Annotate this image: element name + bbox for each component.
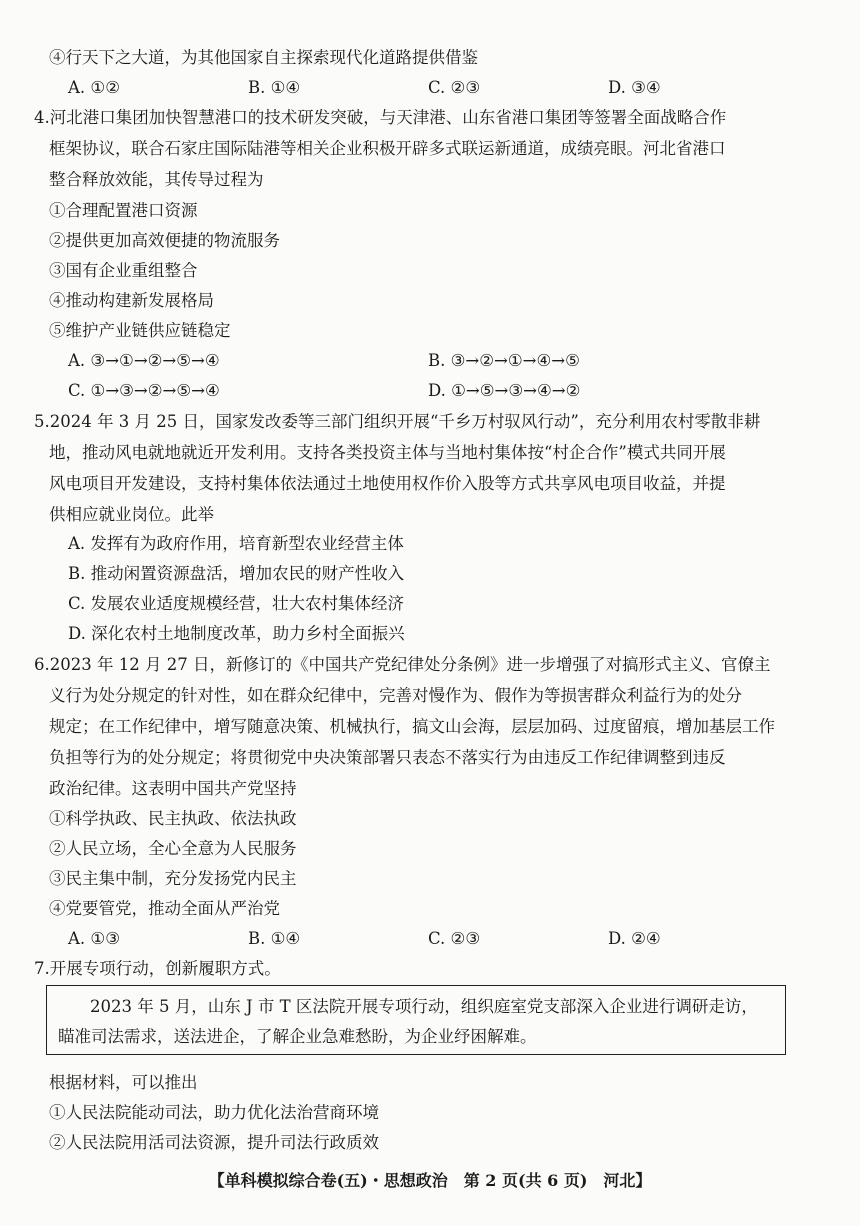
q5-option-c[interactable]: C. 发展农业适度规模经营，壮大农村集体经济 bbox=[68, 594, 405, 613]
q4-option-c[interactable]: C. ①→③→②→⑤→④ bbox=[68, 381, 220, 400]
q4-stem-line-1: 4.河北港口集团加快智慧港口的技术研发突破，与天津港、山东省港口集团等签署全面战略合作 bbox=[34, 108, 727, 127]
q5-stem-line-1: 5.2024 年 3 月 25 日，国家发改委等三部门组织开展“千乡万村驭风行动”，充分利用农村零散非耕 bbox=[34, 412, 761, 431]
q5-option-d[interactable]: D. 深化农村土地制度改革，助力乡村全面振兴 bbox=[68, 624, 405, 643]
q6-item-3: ③民主集中制，充分发扬党内民主 bbox=[49, 869, 297, 888]
q7-prompt: 根据材料，可以推出 bbox=[49, 1073, 198, 1092]
q5-option-b[interactable]: B. 推动闲置资源盘活，增加农民的财产性收入 bbox=[68, 564, 405, 583]
q7-material-line-1: 2023 年 5 月，山东 J 市 T 区法院开展专项行动，组织庭室党支部深入企业进行调研走访， bbox=[90, 997, 758, 1016]
q3-option-d[interactable]: D. ③④ bbox=[608, 78, 661, 97]
q6-stem-line-2: 义行为处分规定的针对性，如在群众纪律中，完善对慢作为、假作为等损害群众利益行为的处分 bbox=[49, 686, 742, 705]
q6-option-b[interactable]: B. ①④ bbox=[248, 929, 301, 948]
q4-item-4: ④推动构建新发展格局 bbox=[49, 291, 214, 310]
page-footer: 【单科模拟综合卷(五)・思想政治 第 2 页(共 6 页) 河北】 bbox=[208, 1171, 652, 1190]
q7-item-1: ①人民法院能动司法，助力优化法治营商环境 bbox=[49, 1103, 379, 1122]
q7-item-2: ②人民法院用活司法资源，提升司法行政质效 bbox=[49, 1133, 379, 1152]
q4-option-a[interactable]: A. ③→①→②→⑤→④ bbox=[68, 351, 220, 370]
q5-option-a[interactable]: A. 发挥有为政府作用，培育新型农业经营主体 bbox=[68, 534, 404, 553]
q6-stem-line-5: 政治纪律。这表明中国共产党坚持 bbox=[49, 779, 297, 798]
q6-item-2: ②人民立场，全心全意为人民服务 bbox=[49, 839, 297, 858]
q5-stem-line-3: 风电项目开发建设，支持村集体依法通过土地使用权作价入股等方式共享风电项目收益，并提 bbox=[49, 474, 726, 493]
q7-material-line-2: 瞄准司法需求，送法进企，了解企业急难愁盼，为企业纾困解难。 bbox=[58, 1027, 537, 1046]
q6-option-a[interactable]: A. ①③ bbox=[68, 929, 120, 948]
q6-stem-line-3: 规定；在工作纪律中，增写随意决策、机械执行，搞文山会海，层层加码、过度留痕，增加基层工作 bbox=[49, 717, 775, 736]
q4-item-1: ①合理配置港口资源 bbox=[49, 201, 198, 220]
q5-stem-line-2: 地，推动风电就地就近开发利用。支持各类投资主体与当地村集体按“村企合作”模式共同开展 bbox=[49, 443, 726, 462]
q4-item-5: ⑤维护产业链供应链稳定 bbox=[49, 321, 231, 340]
q4-option-d[interactable]: D. ①→⑤→③→④→② bbox=[428, 381, 581, 400]
q6-stem-line-1: 6.2023 年 12 月 27 日，新修订的《中国共产党纪律处分条例》进一步增强了对搞形式主义、官僚主 bbox=[34, 655, 771, 674]
q4-stem-line-3: 整合释放效能，其传导过程为 bbox=[49, 170, 264, 189]
q6-option-d[interactable]: D. ②④ bbox=[608, 929, 661, 948]
q3-item-4: ④行天下之大道，为其他国家自主探索现代化道路提供借鉴 bbox=[49, 48, 478, 67]
q3-option-b[interactable]: B. ①④ bbox=[248, 78, 301, 97]
q3-option-a[interactable]: A. ①② bbox=[68, 78, 120, 97]
q7-stem: 7.开展专项行动，创新履职方式。 bbox=[34, 959, 281, 978]
q5-stem-line-4: 供相应就业岗位。此举 bbox=[49, 505, 214, 524]
q6-item-4: ④党要管党，推动全面从严治党 bbox=[49, 899, 280, 918]
q4-stem-line-2: 框架协议，联合石家庄国际陆港等相关企业积极开辟多式联运新通道，成绩亮眼。河北省港口 bbox=[49, 139, 726, 158]
q3-option-c[interactable]: C. ②③ bbox=[428, 78, 481, 97]
q4-option-b[interactable]: B. ③→②→①→④→⑤ bbox=[428, 351, 580, 370]
q6-stem-line-4: 负担等行为的处分规定；将贯彻党中央决策部署只表态不落实行为由违反工作纪律调整到违反 bbox=[49, 748, 726, 767]
q6-item-1: ①科学执政、民主执政、依法执政 bbox=[49, 809, 297, 828]
q4-item-2: ②提供更加高效便捷的物流服务 bbox=[49, 231, 280, 250]
q4-item-3: ③国有企业重组整合 bbox=[49, 261, 198, 280]
q6-option-c[interactable]: C. ②③ bbox=[428, 929, 481, 948]
